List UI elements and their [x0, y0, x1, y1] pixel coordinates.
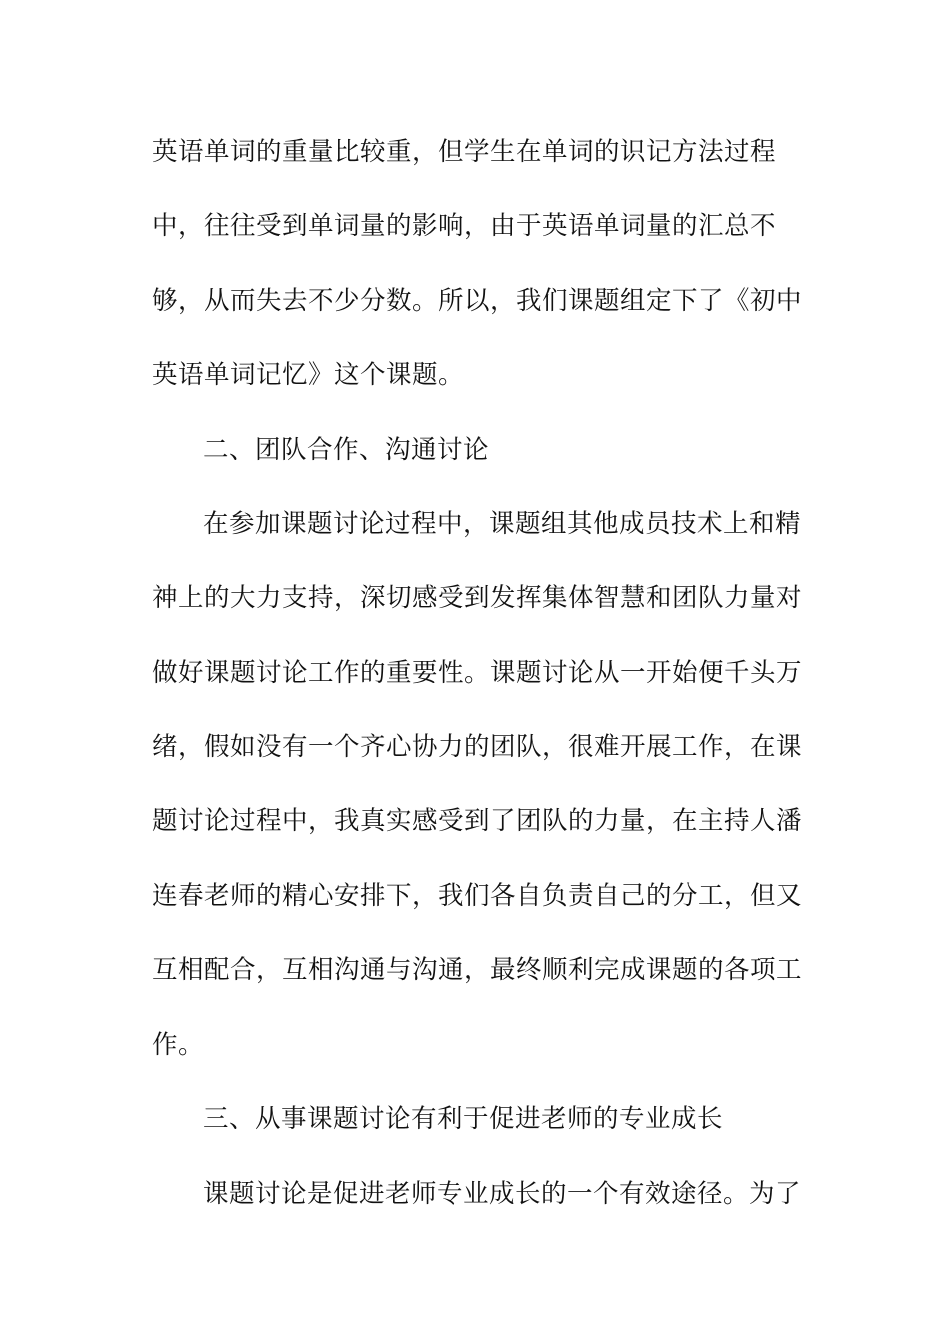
text-line: 英语单词的重量比较重，但学生在单词的识记方法过程	[152, 137, 777, 167]
section-heading: 三、从事课题讨论有利于促进老师的专业成长	[203, 1104, 724, 1134]
text-line: 互相配合，互相沟通与沟通，最终顺利完成课题的各项工	[152, 955, 803, 985]
text-line: 课题讨论是促进老师专业成长的一个有效途径。为了	[203, 1179, 802, 1209]
text-line: 做好课题讨论工作的重要性。课题讨论从一开始便千头万	[152, 658, 803, 688]
text-line: 绪，假如没有一个齐心协力的团队，很难开展工作，在课	[152, 732, 803, 762]
text-line: 英语单词记忆》这个课题。	[152, 360, 465, 390]
text-line: 题讨论过程中，我真实感受到了团队的力量，在主持人潘	[152, 806, 803, 836]
text-line: 连春老师的精心安排下，我们各自负责自己的分工，但又	[152, 881, 803, 911]
section-heading: 二、团队合作、沟通讨论	[203, 435, 490, 465]
text-line: 在参加课题讨论过程中，课题组其他成员技术上和精	[203, 509, 802, 539]
text-line: 神上的大力支持，深切感受到发挥集体智慧和团队力量对	[152, 583, 803, 613]
text-line: 作。	[152, 1030, 205, 1060]
text-line: 够，从而失去不少分数。所以，我们课题组定下了《初中	[152, 286, 803, 316]
text-line: 中，往往受到单词量的影响，由于英语单词量的汇总不	[152, 211, 777, 241]
